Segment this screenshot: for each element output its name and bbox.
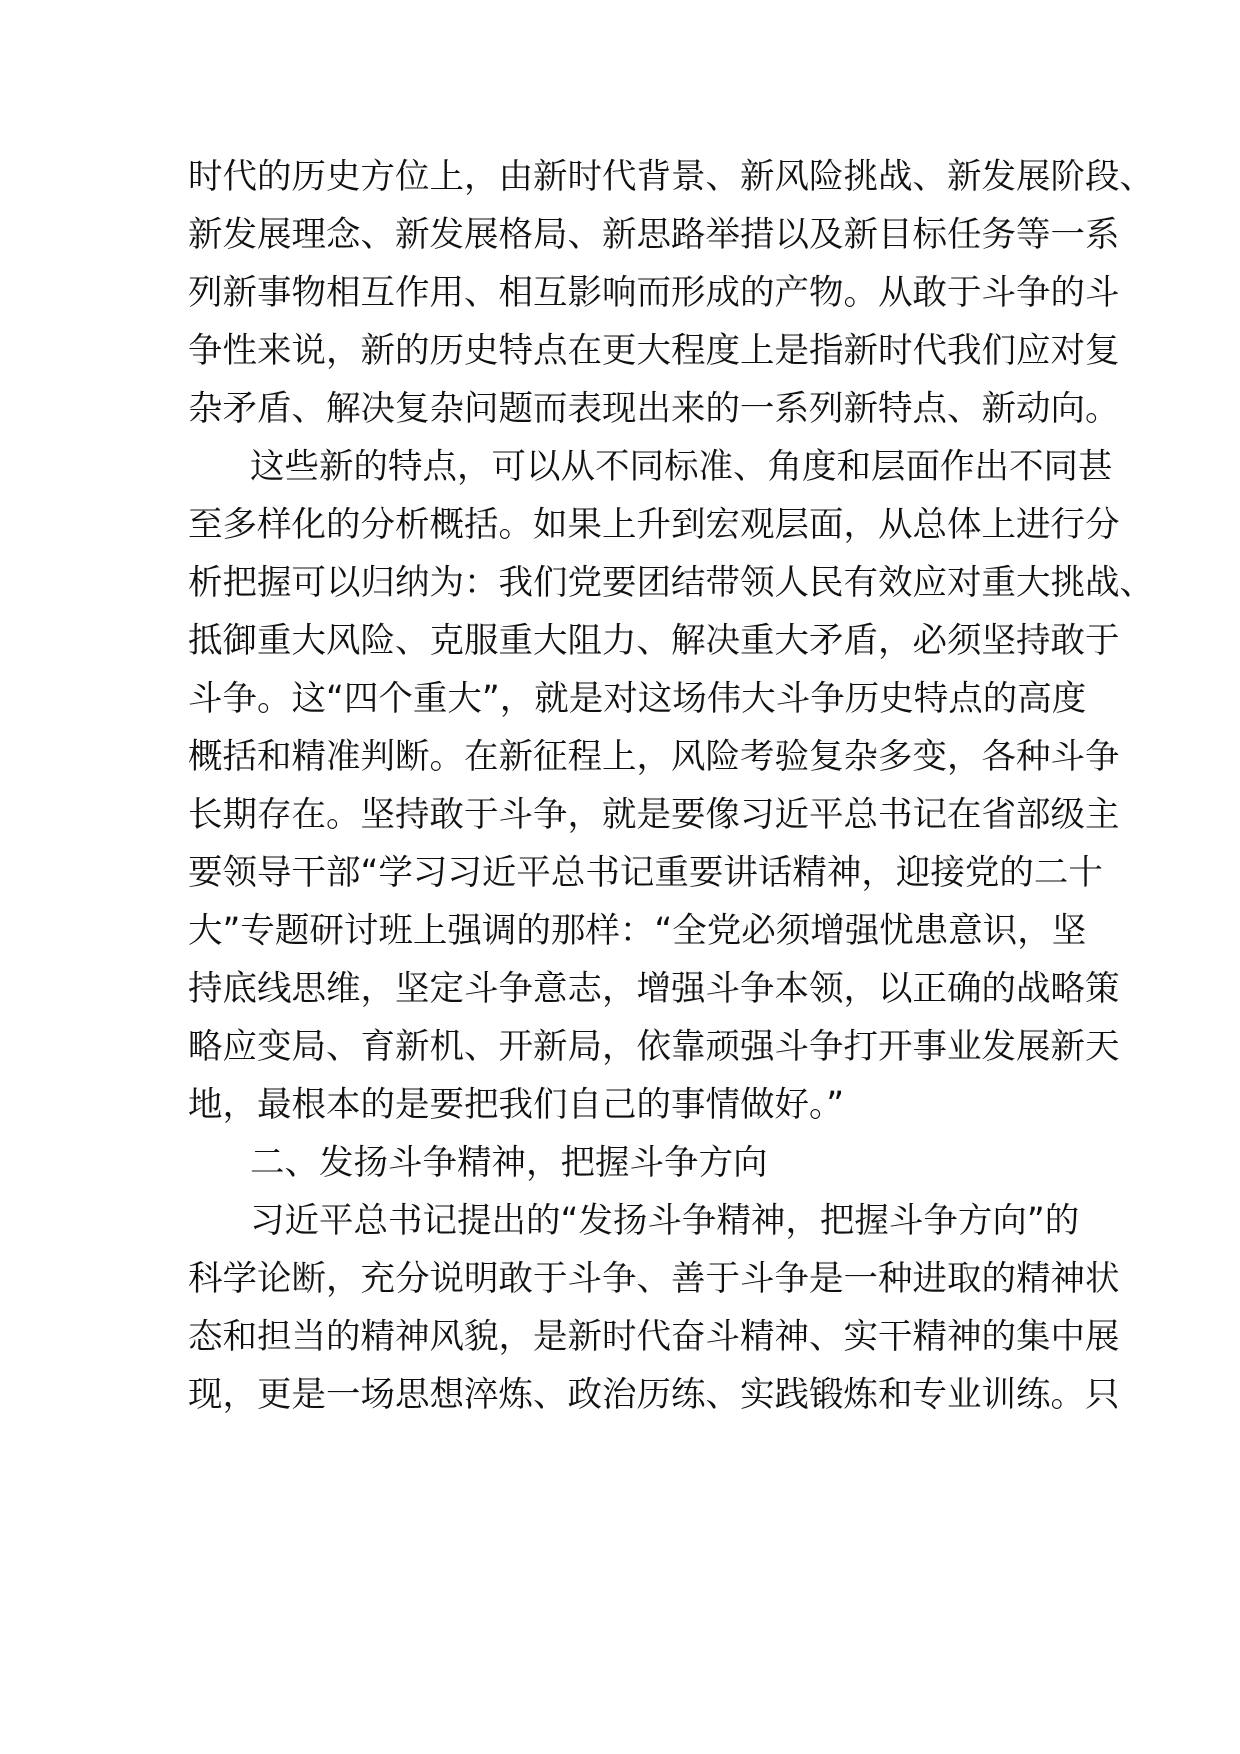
text-line: 略应变局、育新机、开新局，依靠顽强斗争打开事业发展新天: [188, 1027, 1120, 1067]
text-line: 持底线思维，坚定斗争意志，增强斗争本领，以正确的战略策: [188, 969, 1120, 1009]
text-line: 要领导干部“学习习近平总书记重要讲话精神，迎接党的二十: [188, 853, 1103, 893]
text-line: 时代的历史方位上，由新时代背景、新风险挑战、新发展阶段、: [188, 157, 1154, 197]
text-line: 态和担当的精神风貌，是新时代奋斗精神、实干精神的集中展: [188, 1317, 1120, 1357]
text-line: 斗争。这“四个重大”，就是对这场伟大斗争历史特点的高度: [188, 679, 1087, 719]
paragraph-first-line: 习近平总书记提出的“发扬斗争精神，把握斗争方向”的: [250, 1201, 1080, 1241]
section-heading: 二、发扬斗争精神，把握斗争方向: [250, 1143, 768, 1183]
text-line: 现，更是一场思想淬炼、政治历练、实践锻炼和专业训练。只: [188, 1375, 1120, 1415]
text-line: 新发展理念、新发展格局、新思路举措以及新目标任务等一系: [188, 215, 1120, 255]
text-line: 至多样化的分析概括。如果上升到宏观层面，从总体上进行分: [188, 505, 1120, 545]
text-line: 争性来说，新的历史特点在更大程度上是指新时代我们应对复: [188, 331, 1120, 371]
text-line: 大”专题研讨班上强调的那样：“全党必须增强忧患意识，坚: [188, 911, 1087, 951]
text-line: 概括和精准判断。在新征程上，风险考验复杂多变，各种斗争: [188, 737, 1120, 777]
text-line: 列新事物相互作用、相互影响而形成的产物。从敢于斗争的斗: [188, 273, 1120, 313]
text-line: 长期存在。坚持敢于斗争，就是要像习近平总书记在省部级主: [188, 795, 1120, 835]
text-line: 析把握可以归纳为：我们党要团结带领人民有效应对重大挑战、: [188, 563, 1154, 603]
paragraph-first-line: 这些新的特点，可以从不同标准、角度和层面作出不同甚: [250, 447, 1113, 487]
text-line: 抵御重大风险、克服重大阻力、解决重大矛盾，必须坚持敢于: [188, 621, 1120, 661]
text-line: 地，最根本的是要把我们自己的事情做好。”: [188, 1085, 845, 1125]
text-line: 杂矛盾、解决复杂问题而表现出来的一系列新特点、新动向。: [188, 389, 1120, 429]
text-line: 科学论断，充分说明敢于斗争、善于斗争是一种进取的精神状: [188, 1259, 1120, 1299]
